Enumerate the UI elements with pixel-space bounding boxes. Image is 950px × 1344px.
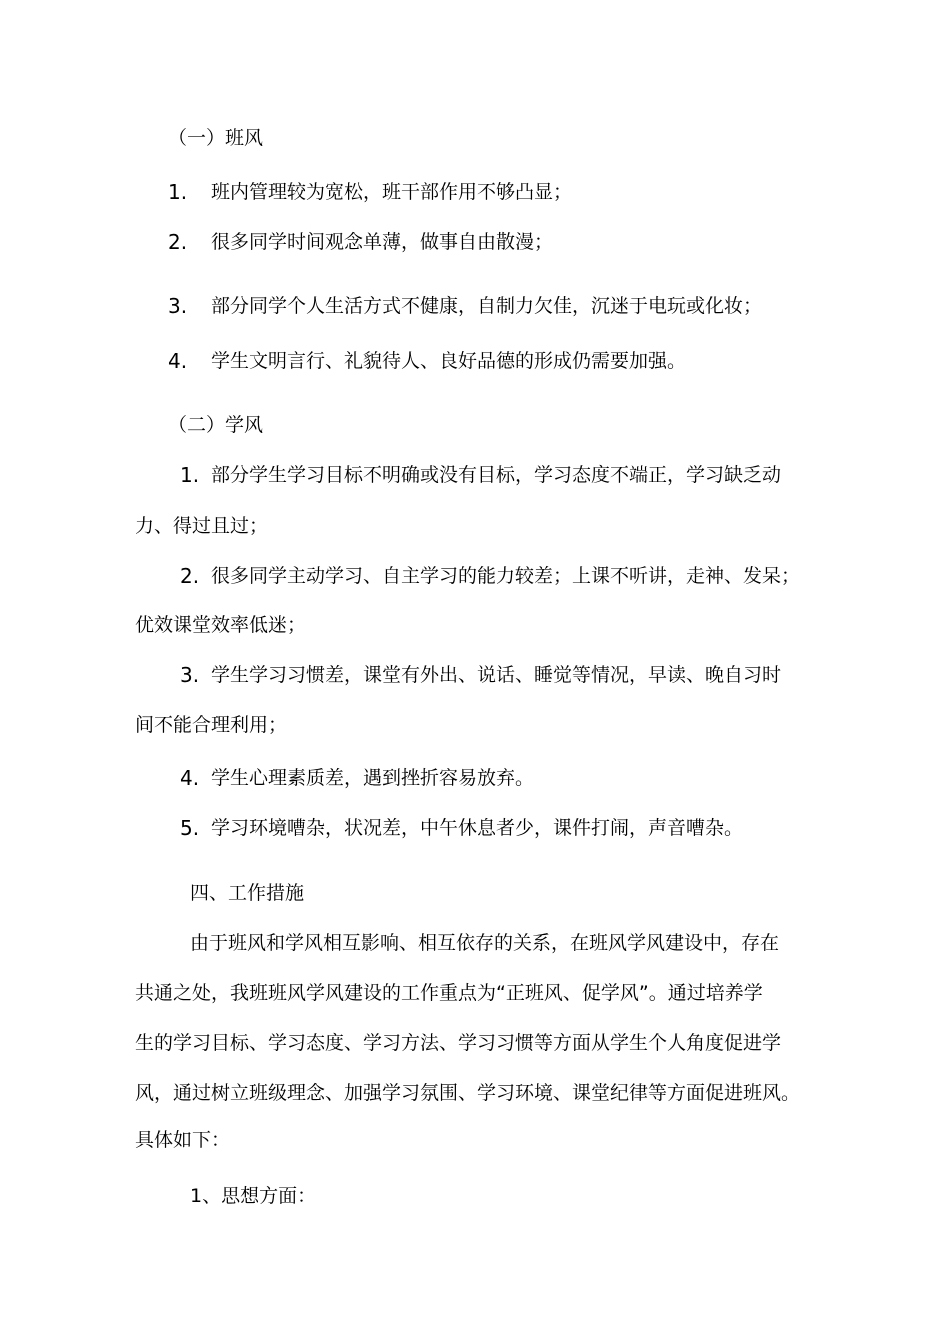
list-item-text-continued: 优效课堂效率低迷； [135,614,307,636]
paragraph-line: 生的学习目标、学习态度、学习方法、学习习惯等方面从学生个人角度促进学 [135,1032,782,1054]
list-item-text-continued: 间不能合理利用； [135,714,288,736]
list-item-number: 4. [180,766,200,790]
list-item-text: 部分学生学习目标不明确或没有目标，学习态度不端正，学习缺乏动 [211,464,782,486]
list-item-number: 2. [168,230,188,254]
paragraph-line: 由于班风和学风相互影响、相互依存的关系，在班风学风建设中，存在 [190,932,780,954]
list-item-number: 1. [180,463,200,487]
list-item-text: 学生心理素质差，遇到挫折容易放弃。 [211,767,535,789]
list-item-text: 部分同学个人生活方式不健康，自制力欠佳，沉迷于电玩或化妆； [211,295,763,317]
list-item-number: 3. [180,663,200,687]
list-item-text-continued: 力、得过且过； [135,515,269,537]
section-heading-work-measures: 四、工作措施 [190,882,305,904]
list-item-text: 很多同学时间观念单薄，做事自由散漫； [211,231,554,253]
list-item-number: 4. [168,349,188,373]
paragraph-line: 共通之处，我班班风学风建设的工作重点为“正班风、促学风”。通过培养学 [135,982,763,1004]
paragraph-line: 风，通过树立班级理念、加强学习氛围、学习环境、课堂纪律等方面促进班风。 [135,1082,801,1104]
list-item-number: 1. [168,180,188,204]
list-item-text: 班内管理较为宽松，班干部作用不够凸显； [211,181,573,203]
section-heading-study-style: （二）学风 [168,414,264,436]
list-item-text: 学生文明言行、礼貌待人、良好品德的形成仍需要加强。 [211,350,687,372]
section-heading-class-style: （一）班风 [168,127,264,149]
list-item-number: 3. [168,294,188,318]
list-item-text: 学生学习习惯差，课堂有外出、说话、睡觉等情况，早读、晚自习时 [211,664,782,686]
list-item-text: 很多同学主动学习、自主学习的能力较差；上课不听讲，走神、发呆； [211,565,801,587]
paragraph-line: 具体如下： [135,1129,231,1151]
subheading-ideology: 1、思想方面： [190,1185,317,1207]
list-item-text: 学习环境嘈杂，状况差，中午休息者少，课件打闹，声音嘈杂。 [211,817,744,839]
list-item-number: 2. [180,564,200,588]
list-item-number: 5. [180,816,200,840]
